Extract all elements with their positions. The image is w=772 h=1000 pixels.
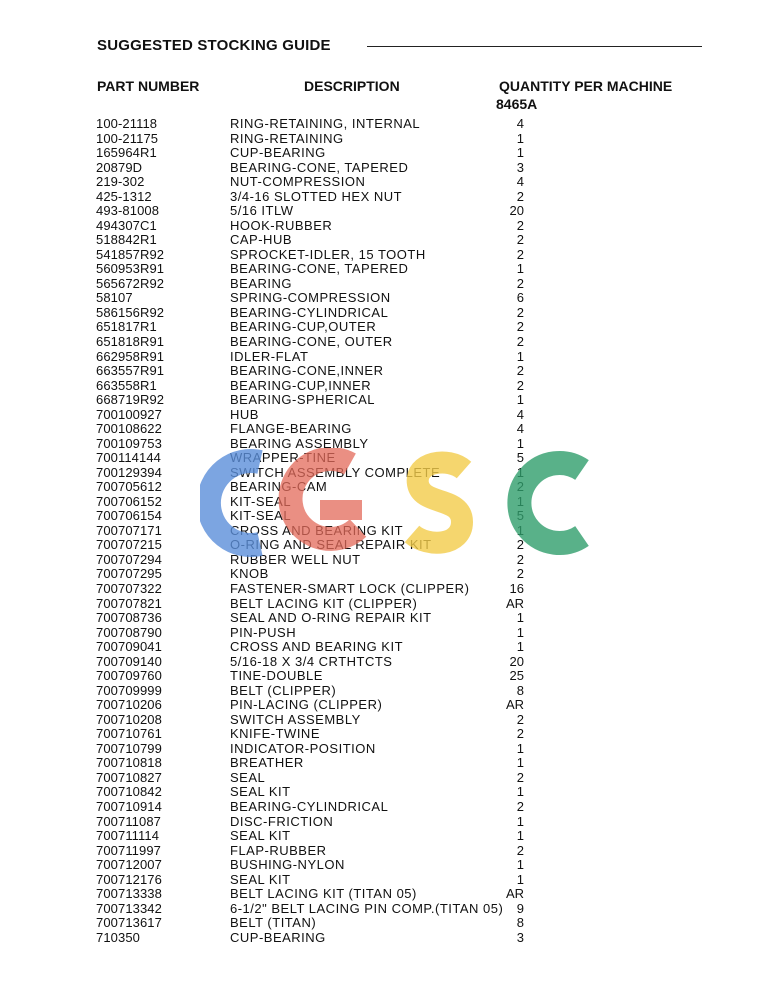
quantity-cell: 2 bbox=[516, 363, 524, 379]
description-cell: CROSS AND BEARING KIT bbox=[230, 522, 404, 538]
table-row bbox=[0, 815, 772, 830]
part-number-cell: 700712007 bbox=[96, 857, 162, 873]
description-cell: RING-RETAINING, INTERNAL bbox=[230, 116, 421, 131]
description-cell: SEAL KIT bbox=[230, 828, 291, 844]
quantity-cell: 2 bbox=[516, 275, 524, 291]
table-row bbox=[0, 858, 772, 873]
quantity-cell: 1 bbox=[516, 435, 524, 451]
part-number-cell: 425-1312 bbox=[96, 188, 152, 204]
part-number-cell: 494307C1 bbox=[96, 217, 157, 233]
description-cell: FLAP-RUBBER bbox=[230, 842, 327, 858]
description-cell: FASTENER-SMART LOCK (CLIPPER) bbox=[230, 581, 470, 596]
description-cell: WRAPPER-TINE bbox=[230, 450, 336, 466]
description-cell: SEAL AND O-RING REPAIR KIT bbox=[230, 610, 432, 626]
quantity-cell: 2 bbox=[516, 798, 524, 814]
quantity-cell: 1 bbox=[516, 493, 524, 509]
parts-table-body bbox=[0, 117, 772, 945]
description-cell: BELT (TITAN) bbox=[230, 915, 317, 931]
table-row bbox=[0, 567, 772, 582]
table-row bbox=[0, 190, 772, 205]
part-number-cell: 662958R91 bbox=[96, 348, 165, 364]
table-row bbox=[0, 582, 772, 597]
quantity-cell: 1 bbox=[516, 755, 524, 771]
table-row bbox=[0, 117, 772, 132]
part-number-cell: 700712176 bbox=[96, 871, 162, 887]
quantity-cell: 2 bbox=[516, 217, 524, 233]
description-cell: KIT-SEAL bbox=[230, 508, 292, 524]
description-cell: O-RING AND SEAL REPAIR KIT bbox=[230, 537, 432, 553]
part-number-cell: 700705612 bbox=[96, 479, 162, 495]
description-cell: BREATHER bbox=[230, 755, 304, 771]
quantity-cell: 3 bbox=[516, 159, 524, 175]
table-row bbox=[0, 713, 772, 728]
header-model: 8465A bbox=[496, 96, 538, 112]
header-description: DESCRIPTION bbox=[304, 78, 400, 94]
part-number-cell: 700129394 bbox=[96, 464, 162, 480]
quantity-cell: 4 bbox=[516, 406, 524, 422]
description-cell: CUP-BEARING bbox=[230, 929, 326, 945]
part-number-cell: 700708736 bbox=[96, 610, 162, 626]
description-cell: KNIFE-TWINE bbox=[230, 726, 320, 742]
description-cell: BEARING-CONE, OUTER bbox=[230, 333, 393, 349]
table-row bbox=[0, 785, 772, 800]
quantity-cell: 2 bbox=[516, 333, 524, 349]
table-row bbox=[0, 306, 772, 321]
description-cell: BEARING ASSEMBLY bbox=[230, 435, 369, 451]
part-number-cell: 700709760 bbox=[96, 668, 162, 684]
quantity-cell: 2 bbox=[516, 769, 524, 785]
table-row bbox=[0, 219, 772, 234]
quantity-cell: 2 bbox=[516, 188, 524, 204]
table-row bbox=[0, 466, 772, 481]
description-cell: BEARING-CONE, TAPERED bbox=[230, 261, 409, 277]
header-quantity: QUANTITY PER MACHINE bbox=[499, 78, 673, 94]
description-cell: 5/16 ITLW bbox=[230, 203, 294, 219]
description-cell: PIN-LACING (CLIPPER) bbox=[230, 697, 383, 713]
table-row bbox=[0, 364, 772, 379]
table-row bbox=[0, 451, 772, 466]
quantity-cell: 2 bbox=[516, 566, 524, 582]
part-number-cell: 700707215 bbox=[96, 537, 162, 553]
table-row bbox=[0, 132, 772, 147]
description-cell: CAP-HUB bbox=[230, 232, 293, 248]
part-number-cell: 700710206 bbox=[96, 697, 162, 713]
table-row bbox=[0, 800, 772, 815]
quantity-cell: 4 bbox=[516, 174, 524, 190]
table-row bbox=[0, 262, 772, 277]
quantity-cell: 8 bbox=[516, 915, 524, 931]
table-row bbox=[0, 640, 772, 655]
table-row bbox=[0, 626, 772, 641]
table-row bbox=[0, 756, 772, 771]
table-row bbox=[0, 291, 772, 306]
quantity-cell: 5 bbox=[516, 450, 524, 466]
description-cell: PIN-PUSH bbox=[230, 624, 297, 640]
part-number-cell: 700709999 bbox=[96, 682, 162, 698]
quantity-cell: 25 bbox=[509, 668, 524, 684]
table-row bbox=[0, 175, 772, 190]
description-cell: BEARING-CAM bbox=[230, 479, 328, 495]
part-number-cell: 700109753 bbox=[96, 435, 162, 451]
part-number-cell: 700709140 bbox=[96, 653, 162, 669]
part-number-cell: 700713338 bbox=[96, 886, 162, 902]
description-cell: BELT LACING KIT (TITAN 05) bbox=[230, 886, 417, 902]
table-row bbox=[0, 771, 772, 786]
description-cell: 6-1/2" BELT LACING PIN COMP.(TITAN 05) bbox=[230, 900, 504, 916]
quantity-cell: 1 bbox=[516, 813, 524, 829]
part-number-cell: 700710827 bbox=[96, 769, 162, 785]
description-cell: SEAL bbox=[230, 769, 266, 785]
quantity-cell: 1 bbox=[516, 130, 524, 146]
part-number-cell: 700711087 bbox=[96, 813, 162, 829]
part-number-cell: 700707294 bbox=[96, 551, 162, 567]
quantity-cell: 2 bbox=[516, 551, 524, 567]
part-number-cell: 668719R92 bbox=[96, 392, 165, 408]
part-number-cell: 560953R91 bbox=[96, 261, 165, 277]
quantity-cell: 1 bbox=[516, 145, 524, 161]
table-row bbox=[0, 320, 772, 335]
table-row bbox=[0, 829, 772, 844]
quantity-cell: 2 bbox=[516, 319, 524, 335]
table-row bbox=[0, 379, 772, 394]
quantity-cell: 2 bbox=[516, 726, 524, 742]
quantity-cell: 2 bbox=[516, 232, 524, 248]
description-cell: SWITCH ASSEMBLY bbox=[230, 711, 361, 727]
quantity-cell: AR bbox=[505, 697, 524, 713]
table-row bbox=[0, 204, 772, 219]
part-number-cell: 700710761 bbox=[96, 726, 162, 742]
part-number-cell: 700706152 bbox=[96, 493, 162, 509]
part-number-cell: 541857R92 bbox=[96, 246, 165, 262]
quantity-cell: 1 bbox=[516, 624, 524, 640]
part-number-cell: 700713342 bbox=[96, 900, 162, 916]
description-cell: BEARING-CONE,INNER bbox=[230, 363, 384, 379]
part-number-cell: 700711997 bbox=[96, 842, 162, 858]
quantity-cell: 1 bbox=[516, 464, 524, 480]
part-number-cell: 700707171 bbox=[96, 522, 162, 538]
part-number-cell: 565672R92 bbox=[96, 275, 165, 291]
description-cell: TINE-DOUBLE bbox=[230, 668, 323, 684]
quantity-cell: 1 bbox=[516, 348, 524, 364]
description-cell: HOOK-RUBBER bbox=[230, 217, 333, 233]
part-number-cell: 100-21175 bbox=[96, 130, 159, 146]
part-number-cell: 493-81008 bbox=[96, 203, 160, 219]
description-cell: IDLER-FLAT bbox=[230, 348, 309, 364]
table-row bbox=[0, 408, 772, 423]
table-row bbox=[0, 146, 772, 161]
part-number-cell: 165964R1 bbox=[96, 145, 157, 161]
table-row bbox=[0, 655, 772, 670]
table-row bbox=[0, 916, 772, 931]
description-cell: SWITCH ASSEMBLY COMPLETE bbox=[230, 464, 441, 480]
table-row bbox=[0, 538, 772, 553]
description-cell: BELT (CLIPPER) bbox=[230, 682, 337, 698]
quantity-cell: 5 bbox=[516, 508, 524, 524]
description-cell: KNOB bbox=[230, 566, 269, 582]
table-row bbox=[0, 597, 772, 612]
header-part-number: PART NUMBER bbox=[97, 78, 200, 94]
description-cell: BEARING bbox=[230, 275, 293, 291]
description-cell: BEARING-CUP,INNER bbox=[230, 377, 372, 393]
table-row bbox=[0, 161, 772, 176]
quantity-cell: 2 bbox=[516, 479, 524, 495]
description-cell: BEARING-CYLINDRICAL bbox=[230, 798, 389, 814]
quantity-cell: 1 bbox=[516, 871, 524, 887]
quantity-cell: 9 bbox=[516, 900, 524, 916]
quantity-cell: 1 bbox=[516, 639, 524, 655]
quantity-cell: 1 bbox=[516, 828, 524, 844]
description-cell: INDICATOR-POSITION bbox=[230, 740, 376, 756]
quantity-cell: 2 bbox=[516, 537, 524, 553]
part-number-cell: 700713617 bbox=[96, 915, 162, 931]
description-cell: SEAL KIT bbox=[230, 871, 291, 887]
part-number-cell: 700114144 bbox=[96, 450, 162, 466]
table-row bbox=[0, 509, 772, 524]
title-row bbox=[97, 37, 702, 57]
quantity-cell: 1 bbox=[516, 610, 524, 626]
quantity-cell: 6 bbox=[516, 290, 524, 306]
description-cell: BELT LACING KIT (CLIPPER) bbox=[230, 595, 418, 611]
part-number-cell: 20879D bbox=[96, 159, 143, 175]
quantity-cell: 1 bbox=[516, 261, 524, 277]
quantity-cell: 20 bbox=[509, 653, 524, 669]
part-number-cell: 663558R1 bbox=[96, 377, 157, 393]
table-row bbox=[0, 437, 772, 452]
part-number-cell: 700707821 bbox=[96, 595, 162, 611]
description-cell: KIT-SEAL bbox=[230, 493, 292, 509]
quantity-cell: 1 bbox=[516, 522, 524, 538]
part-number-cell: 518842R1 bbox=[96, 232, 157, 248]
quantity-cell: 4 bbox=[516, 116, 524, 131]
part-number-cell: 586156R92 bbox=[96, 304, 165, 320]
description-cell: RUBBER WELL NUT bbox=[230, 551, 361, 567]
quantity-cell: 4 bbox=[516, 421, 524, 437]
table-row bbox=[0, 233, 772, 248]
table-row bbox=[0, 931, 772, 946]
description-cell: BUSHING-NYLON bbox=[230, 857, 345, 873]
part-number-cell: 700707295 bbox=[96, 566, 162, 582]
part-number-cell: 219-302 bbox=[96, 174, 145, 190]
description-cell: BEARING-SPHERICAL bbox=[230, 392, 376, 408]
description-cell: BEARING-CONE, TAPERED bbox=[230, 159, 409, 175]
quantity-cell: 2 bbox=[516, 711, 524, 727]
part-number-cell: 700710914 bbox=[96, 798, 162, 814]
table-row bbox=[0, 277, 772, 292]
part-number-cell: 700707322 bbox=[96, 581, 162, 596]
quantity-cell: 20 bbox=[509, 203, 524, 219]
quantity-cell: 3 bbox=[516, 929, 524, 945]
table-row bbox=[0, 684, 772, 699]
part-number-cell: 700108622 bbox=[96, 421, 162, 437]
description-cell: 3/4-16 SLOTTED HEX NUT bbox=[230, 188, 403, 204]
quantity-cell: 1 bbox=[516, 857, 524, 873]
description-cell: NUT-COMPRESSION bbox=[230, 174, 366, 190]
table-row bbox=[0, 248, 772, 263]
table-row bbox=[0, 350, 772, 365]
table-row bbox=[0, 873, 772, 888]
page-title: SUGGESTED STOCKING GUIDE bbox=[97, 37, 331, 54]
quantity-cell: 8 bbox=[516, 682, 524, 698]
part-number-cell: 700706154 bbox=[96, 508, 162, 524]
quantity-cell: AR bbox=[505, 595, 524, 611]
table-row bbox=[0, 742, 772, 757]
description-cell: 5/16-18 X 3/4 CRTHTCTS bbox=[230, 653, 393, 669]
table-row bbox=[0, 422, 772, 437]
part-number-cell: 700708790 bbox=[96, 624, 162, 640]
description-cell: BEARING-CYLINDRICAL bbox=[230, 304, 389, 320]
description-cell: SPROCKET-IDLER, 15 TOOTH bbox=[230, 246, 426, 262]
table-row bbox=[0, 393, 772, 408]
quantity-cell: 2 bbox=[516, 304, 524, 320]
table-row bbox=[0, 524, 772, 539]
part-number-cell: 710350 bbox=[96, 929, 140, 945]
quantity-cell: AR bbox=[505, 886, 524, 902]
description-cell: FLANGE-BEARING bbox=[230, 421, 352, 437]
description-cell: RING-RETAINING bbox=[230, 130, 344, 146]
quantity-cell: 1 bbox=[516, 740, 524, 756]
description-cell: SPRING-COMPRESSION bbox=[230, 290, 391, 306]
quantity-cell: 2 bbox=[516, 377, 524, 393]
quantity-cell: 2 bbox=[516, 246, 524, 262]
part-number-cell: 651817R1 bbox=[96, 319, 157, 335]
table-row bbox=[0, 844, 772, 859]
table-row bbox=[0, 480, 772, 495]
table-row bbox=[0, 335, 772, 350]
description-cell: CUP-BEARING bbox=[230, 145, 326, 161]
table-row bbox=[0, 698, 772, 713]
description-cell: CROSS AND BEARING KIT bbox=[230, 639, 404, 655]
part-number-cell: 100-21118 bbox=[96, 116, 158, 131]
description-cell: HUB bbox=[230, 406, 259, 422]
part-number-cell: 651818R91 bbox=[96, 333, 165, 349]
description-cell: DISC-FRICTION bbox=[230, 813, 334, 829]
title-rule-divider bbox=[367, 46, 702, 47]
table-row bbox=[0, 611, 772, 626]
part-number-cell: 700710208 bbox=[96, 711, 162, 727]
quantity-cell: 1 bbox=[516, 392, 524, 408]
table-row bbox=[0, 902, 772, 917]
part-number-cell: 58107 bbox=[96, 290, 133, 306]
part-number-cell: 700709041 bbox=[96, 639, 162, 655]
table-row bbox=[0, 727, 772, 742]
part-number-cell: 700710818 bbox=[96, 755, 162, 771]
part-number-cell: 700711114 bbox=[96, 828, 160, 844]
quantity-cell: 16 bbox=[509, 581, 524, 596]
table-row bbox=[0, 887, 772, 902]
part-number-cell: 700100927 bbox=[96, 406, 162, 422]
quantity-cell: 1 bbox=[516, 784, 524, 800]
table-row bbox=[0, 553, 772, 568]
table-row bbox=[0, 669, 772, 684]
table-row bbox=[0, 495, 772, 510]
part-number-cell: 700710842 bbox=[96, 784, 162, 800]
part-number-cell: 663557R91 bbox=[96, 363, 165, 379]
part-number-cell: 700710799 bbox=[96, 740, 162, 756]
description-cell: BEARING-CUP,OUTER bbox=[230, 319, 377, 335]
description-cell: SEAL KIT bbox=[230, 784, 291, 800]
quantity-cell: 2 bbox=[516, 842, 524, 858]
